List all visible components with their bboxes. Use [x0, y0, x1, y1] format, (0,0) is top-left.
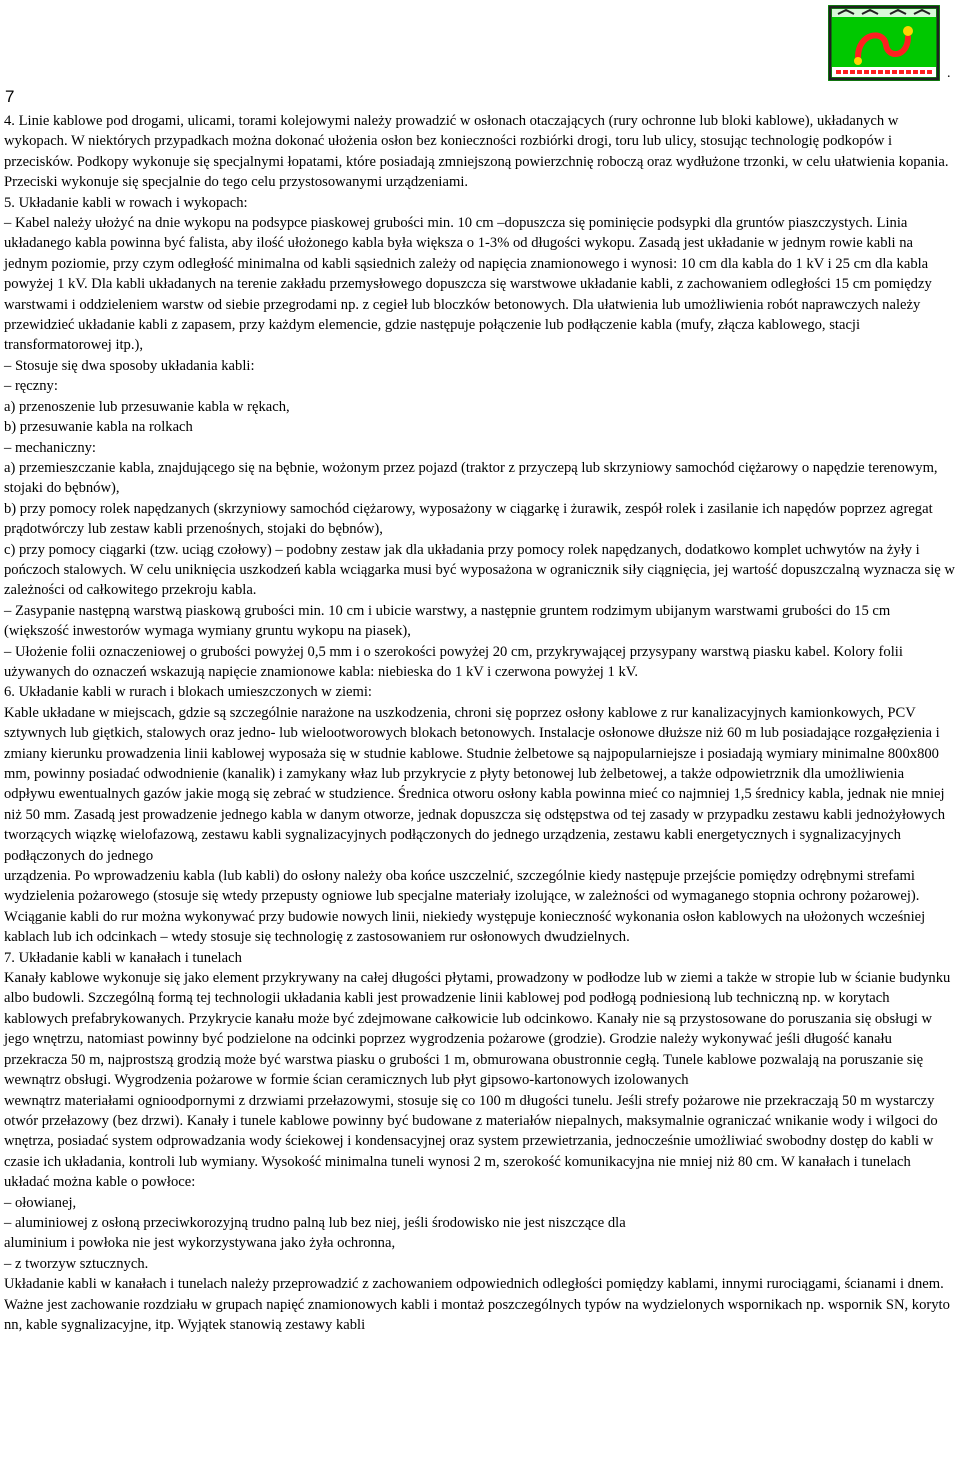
list-item: – aluminiowej z osłoną przeciwkorozyjną trudno palną lub bez niej, jeśli środowisko nie jest niszczące dla	[4, 1214, 626, 1231]
section-heading: 6. Układanie kabli w rurach i blokach umieszczonych w ziemi:	[4, 684, 372, 701]
list-item: a) przemieszczanie kabla, znajdującego się na bębnie, wożonym przez pojazd (traktor z przyczepą lub skrzyniowy samochód ciężarowy o napędzie terenowym, stojaki do bębnów),	[4, 459, 938, 497]
section-heading: 5. Układanie kabli w rowach i wykopach:	[4, 194, 248, 211]
company-logo-icon	[828, 5, 940, 81]
paragraph: aluminium i powłoka nie jest wykorzystywana jako żyła ochronna,	[4, 1235, 396, 1252]
paragraph: – Zasypanie następną warstwą piaskową grubości min. 10 cm i ubicie warstwy, a następnie gruntem rodzimym ubijanym warstwami grubości do 15 cm (większość inwestorów wymaga wymiany gruntu wykopu na piasek),	[4, 602, 891, 640]
paragraph: urządzenia. Po wprowadzeniu kabla (lub kabli) do osłony należy oba końce uszczelnić, szczególnie kiedy następuje przejście pomiędzy odrębnymi strefami wydzielenia pożarowego (stosuje się wtedy przepusty ogniowe lub specjalne materiały izolujące, w zależności od wymaganego stopnia ochrony pożarowej). Wciąganie kabli do rur można wykonywać przy budowie nowych linii, niekiedy występuje konieczność wykonania osłon kablowych na ułożonych wcześniej kablach lub ich odcinkach – wtedy stosuje się technologię z zastosowaniem rur osłonowych dwudzielnych.	[4, 868, 926, 946]
list-item: a) przenoszenie lub przesuwanie kabla w rękach,	[4, 398, 290, 415]
list-item: – ołowianej,	[4, 1194, 77, 1211]
list-item: – z tworzyw sztucznych.	[4, 1255, 149, 1272]
paragraph: Kanały kablowe wykonuje się jako element przykrywany na całej długości płytami, prowadzony w podłodze lub w ziemi a także w stropie lub w ścianie budynku albo budowli. Szczególną formą tej technologii układania kabli jest prowadzenie linii kablowej pod podłogą podniesioną lub techniczną np. w korytach kablowych prefabrykowanych. Przykrycie kanału może być zdejmowane całkowicie lub odcinkowo. Kanały nie są przystosowane do poruszania się obsługi w jego wnętrzu, natomiast powinny być podzielone na odcinki poprzez wygrodzenia pożarowe (grodzie). Grodzie należy wykonywać jeśli długość kanału przekracza 50 m, najprostszą grodzią może być warstwa piasku o grubości 1 m, obmurowana obustronnie cegłą. Tunele kablowe pozwalają na poruszanie się wewnątrz obsługi. Wygrodzenia pożarowe w formie ścian ceramicznych lub płyt gipsowo-kartonowych izolowanych	[4, 970, 951, 1089]
paragraph: Układanie kabli w kanałach i tunelach należy przeprowadzić z zachowaniem odpowiednich odległości pomiędzy kablami, innymi rurociągami, ścianami i dnem. Ważne jest zachowanie rozdziału w grupach napięć znamionowych kabli i montaż poszczególnych typów na wydzielonych wspornikach np. wspornik SN, koryto nn, kable sygnalizacyjne, itp. Wyjątek stanowią zestawy kabli	[4, 1276, 950, 1333]
page-number: 7	[5, 87, 15, 106]
list-item: c) przy pomocy ciągarki (tzw. uciąg czołowy) – podobny zestaw jak dla układania przy pomocy rolek napędzanych, dodatkowo komplet uchwytów na żyły i pończoch stalowych. W celu uniknięcia uszkodzeń kabla wciągarka musi być wyposażona w ogranicznik siły ciągnięcia, jej wartość dopuszczalną wyznacza się w zależności od całkowitego przekroju kabla.	[4, 541, 955, 599]
list-item: b) przesuwanie kabla na rolkach	[4, 419, 193, 436]
section-heading: 7. Układanie kabli w kanałach i tunelach	[4, 949, 242, 966]
paragraph: Kable układane w miejscach, gdzie są szczególnie narażone na uszkodzenia, chroni się poprzez osłony kablowe z rur kanalizacyjnych kamionkowych, PCV sztywnych lub giętkich, stalowych oraz jedno- lub wielootworowych blokach betonowych. Instalacje osłonowe dłuższe niż 60 m lub posiadające rozgałęzienia i zmiany kierunku prowadzenia linii kablowej wyposaża się w studnie kablowe. Studnie żelbetowe są najpopularniejsze i posiadają wymiary minimalne 800x800 mm, powinny posiadać odwodnienie (kanalik) i zamykany właz lub przykrycie z płyty betonowej lub żelbetowej, a także odpowietrznik dla umożliwienia odpływu ewentualnych gazów jakie mogą się zebrać w studzience. Średnica otworu osłony kabla powinna mieć co najmniej 1,5 średnicy kabla, jednak nie mniej niż 50 mm. Zasadą jest prowadzenie jednego kabla w danym otworze, jednak dopuszcza się odstępstwa od tej zasady w przypadku zestawu kabli jednożyłowych tworzących wiązkę wielofazową, zestawu kabli sygnalizacyjnych podłączonych do jednego urządzenia, zestawu kabli energetycznych i sygnalizacyjnych podłączonych do jednego	[4, 704, 945, 864]
document-body	[4, 111, 956, 1335]
list-item: – Stosuje się dwa sposoby układania kabli:	[4, 357, 255, 374]
list-item: – ręczny:	[4, 378, 58, 395]
list-item: b) przy pomocy rolek napędzanych (skrzyniowy samochód ciężarowy, wyposażony w ciągarkę i żurawik, zespół rolek i zasilanie ich napędów poprzez agregat prądotwórczy lub zestaw kabli przenośnych, stojaki do bębnów),	[4, 500, 933, 538]
paragraph: wewnątrz materiałami ognioodpornymi z drzwiami przełazowymi, stosuje się co 100 m długości tunelu. Jeśli strefy pożarowe nie przekraczają 50 m wystarczy otwór przełazowy (bez drzwi). Kanały i tunele kablowe powinny być budowane z materiałów niepalnych, maksymalnie ograniczać wnikanie wody i wilgoci do wnętrza, posiadać system odprowadzania wody ściekowej i kondensacyjnej oraz system przewietrzania, jednocześnie umożliwiać swobodny dostęp do kabli w czasie ich układania, kontroli lub wymiany. Wysokość minimalna tuneli wynosi 2 m, szerokość komunikacyjna nie mniej niż 80 cm. W kanałach i tunelach układać można kable o powłoce:	[4, 1092, 938, 1191]
paragraph: – Ułożenie folii oznaczeniowej o grubości powyżej 0,5 mm i o szerokości powyżej 20 cm, przykrywającej przysypany warstwą piasku kabel. Kolory folii używanych do oznaczeń wskazują napięcie znamionowe kabla: niebieska do 1 kV i czerwona powyżej 1 kV.	[4, 643, 903, 680]
paragraph: – Kabel należy ułożyć na dnie wykopu na podsypce piaskowej grubości min. 10 cm –dopuszcza się pominięcie podsypki dla gruntów piaszczystych. Linia układanego kabla powinna być falista, aby ilość ułożonego kabla była większa o 1-3% od długości wykopu. Zasadą jest układanie w jednym rowie kabli na jednym poziomie, przy czym odległość minimalna od kabli sąsiednich zależy od napięcia znamionowego i wynosi: 10 cm dla kabla do 1 kV i 25 cm dla kabla powyżej 1 kV. Dla kabli układanych na terenie zakładu przemysłowego dopuszcza się warstwowe układanie kabli, z zachowaniem odległości 15 cm pomiędzy warstwami i oddzieleniem warstw od siebie przegrodami np. z cegieł lub bloczków betonowych. Dla ułatwienia lub umożliwienia robót naprawczych należy przewidzieć układanie kabli z zapasem, przy każdym elemencie, gdzie następuje połączenie lub podłączenie kabla (mufy, złącza kablowego, stacji transformatorowej itp.),	[4, 215, 932, 354]
paragraph: 4. Linie kablowe pod drogami, ulicami, torami kolejowymi należy prowadzić w osłonach otaczających (rury ochronne lub bloki kablowe), układanych w wykopach. W niektórych przypadkach można dokonać ułożenia osłon bez konieczności rozbiórki drogi, toru lub ulicy, stosując technologię podkopów i przecisków. Podkopy wykonuje się specjalnymi łopatami, które posiadają zmniejszoną powierzchnię roboczą oraz wydłużone trzonki, w celu ułatwienia kopania. Przeciski wykonuje się specjalnie do tego celu przystosowanymi urządzeniami.	[4, 113, 949, 191]
header-dot: .	[947, 66, 951, 81]
list-item: – mechaniczny:	[4, 439, 96, 456]
